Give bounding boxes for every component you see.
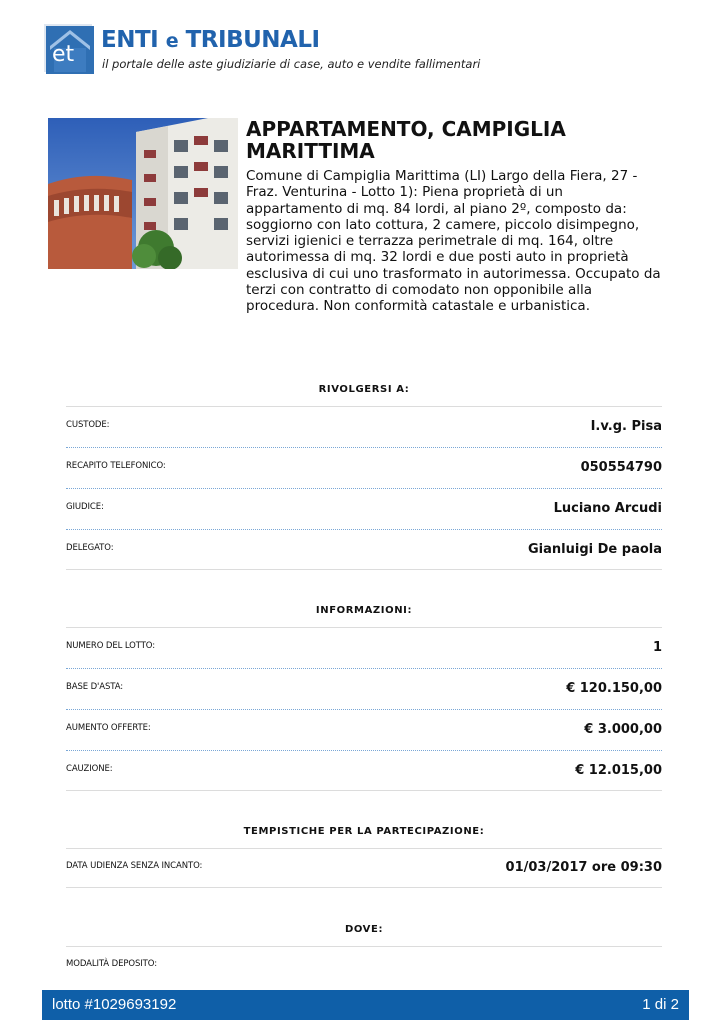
phone-value: 050554790 — [580, 460, 662, 475]
cauzione-label: CAUZIONE: — [66, 764, 113, 774]
divider — [66, 887, 662, 888]
phone-label: RECAPITO TELEFONICO: — [66, 461, 166, 471]
divider — [66, 709, 662, 710]
info-heading: INFORMAZIONI: — [315, 605, 413, 616]
divider — [66, 447, 662, 448]
brand-name-part2: TRIBUNALI — [178, 27, 320, 53]
lot-id: lotto #1029693192 — [52, 996, 177, 1013]
contacts-heading: RIVOLGERSI A: — [318, 384, 410, 395]
brand-tagline: il portale delle aste giudiziarie di case, auto e vendite fallimentari — [102, 57, 481, 71]
modalita-deposito-label: MODALITÀ DEPOSITO: — [66, 959, 157, 969]
base-asta-value: € 120.150,00 — [566, 681, 662, 696]
lotto-number-value: 1 — [652, 640, 662, 655]
giudice-label: GIUDICE: — [66, 502, 104, 512]
divider — [66, 848, 662, 849]
base-asta-label: BASE D'ASTA: — [66, 682, 124, 692]
page-footer — [42, 990, 689, 1020]
udienza-date-value: 01/03/2017 ore 09:30 — [505, 860, 662, 875]
listing-title: APPARTAMENTO, CAMPIGLIA MARITTIMA — [246, 117, 566, 163]
brand-name-part1: ENTI — [101, 27, 166, 53]
divider — [66, 406, 662, 407]
custode-value: I.v.g. Pisa — [590, 419, 662, 434]
timing-heading: TEMPISTICHE PER LA PARTECIPAZIONE: — [243, 826, 485, 837]
divider — [66, 529, 662, 530]
lotto-number-label: NUMERO DEL LOTTO: — [66, 641, 155, 651]
building-photo-icon — [48, 118, 238, 269]
site-header — [44, 24, 481, 74]
cauzione-value: € 12.015,00 — [575, 763, 662, 778]
logo[interactable] — [44, 24, 92, 72]
logo-et-text: et — [52, 42, 75, 67]
divider — [66, 569, 662, 570]
custode-label: CUSTODE: — [66, 420, 110, 430]
brand-name — [101, 27, 320, 54]
aumento-offerte-label: AUMENTO OFFERTE: — [66, 723, 151, 733]
divider — [66, 668, 662, 669]
delegato-value: Gianluigi De paola — [528, 542, 662, 557]
giudice-value: Luciano Arcudi — [553, 501, 662, 516]
brand-name-e: e — [165, 30, 179, 52]
where-heading: DOVE: — [344, 924, 384, 935]
aumento-offerte-value: € 3.000,00 — [584, 722, 662, 737]
divider — [66, 946, 662, 947]
udienza-date-label: DATA UDIENZA SENZA INCANTO: — [66, 861, 203, 871]
divider — [66, 488, 662, 489]
divider — [66, 627, 662, 628]
divider — [66, 750, 662, 751]
property-photo — [48, 118, 238, 269]
page-indicator: 1 di 2 — [642, 996, 679, 1013]
divider — [66, 790, 662, 791]
listing-description: Comune di Campiglia Marittima (LI) Largo della Fiera, 27 - Fraz. Venturina - Lotto 1): Piena proprietà di un appartamento di mq. 84 lordi, al piano 2º, composto da: soggiorno con lato cottura, 2 camere, piccolo disimpegno, servizi igienici e terrazza perimetrale di mq. 164, oltre autorimessa di mq. 32 lordi e due posti auto in proprietà esclusiva di cui uno trasformato in autorimessa. Occupato da terzi con contratto di comodato non opponibile alla procedura. Non conformità catastale e urbanistica. — [246, 168, 661, 315]
delegato-label: DELEGATO: — [66, 543, 114, 553]
